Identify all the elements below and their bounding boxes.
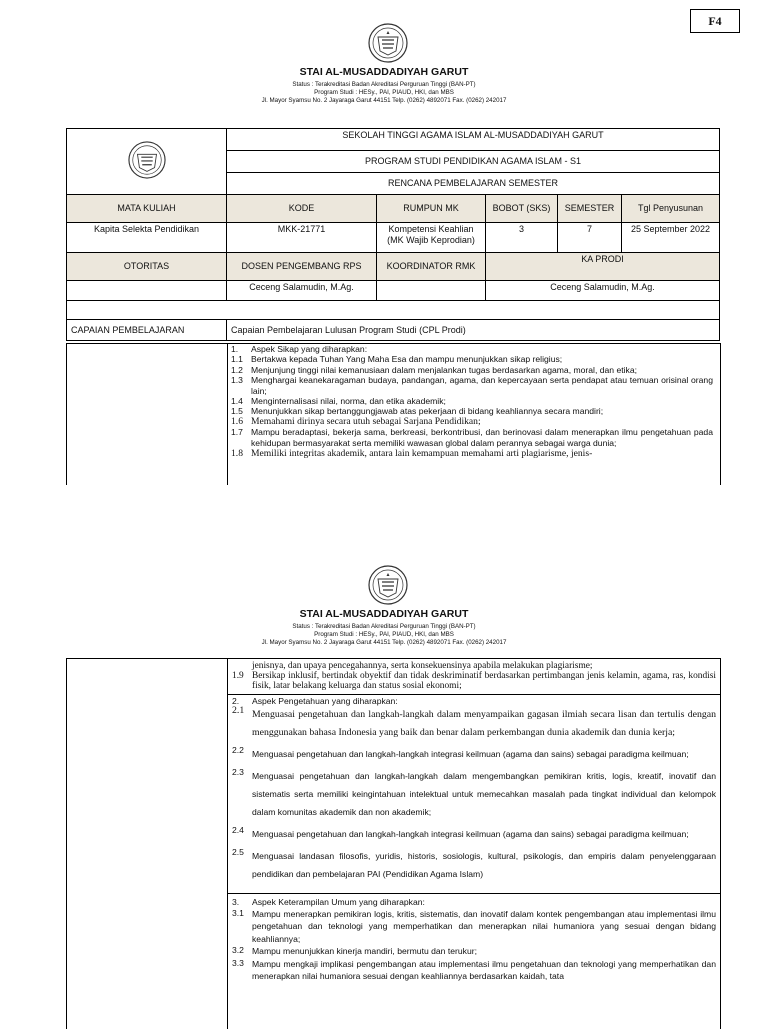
- keterampilan-heading-num: 3.: [232, 897, 240, 908]
- dosen-pengembang-label: DOSEN PENGEMBANG RPS: [227, 253, 377, 281]
- header-kode: KODE: [227, 195, 377, 223]
- list-item: Menguasai pengetahuan dan langkah-langkah integrasi keilmuan (agama dan sains) sebagai paradigma keilmuan;: [252, 829, 689, 840]
- cpl-label: Capaian Pembelajaran Lulusan Program Studi (CPL Prodi): [227, 320, 720, 341]
- course-code: MKK-21771: [227, 223, 377, 253]
- item-number: 3.3: [232, 957, 244, 968]
- institution-address: Jl. Mayor Syamsu No. 2 Jayaraga Garut 44151 Telp. (0262) 4892071 Fax. (0262) 242017: [261, 639, 507, 646]
- item-number: 1.4: [231, 396, 243, 407]
- header-semester: SEMESTER: [558, 195, 622, 223]
- item-number: 1.6: [231, 415, 243, 427]
- institution-address: Jl. Mayor Syamsu No. 2 Jayaraga Garut 44151 Telp. (0262) 4892071 Fax. (0262) 242017: [261, 97, 507, 104]
- pengetahuan-heading: Aspek Pengetahuan yang diharapkan:: [252, 696, 398, 706]
- item-number: 1.9: [232, 671, 244, 681]
- item-number: 2.2: [232, 745, 244, 756]
- list-item: Menginternalisasi nilai, norma, dan etika akademik;: [251, 396, 446, 407]
- list-item: Menguasai pengetahuan dan langkah-langkah dalam menyampaikan gagasan ilmiah secara lisan dan tertulis dengan menggunakan bahasa Indonesia yang baik dan benar dalam perkembangan dunia akademik dan dunia kerja;: [252, 709, 716, 739]
- list-item: Mampu menerapkan pemikiran logis, kritis, sistematis, dan inovatif dalam kontek pengembangan atau implementasi ilmu pengetahuan dan teknologi yang memperhatikan dan menerapkan nilai humaniora yang sesuai dengan bidang keahliannya;: [252, 908, 716, 944]
- item-number: 1.5: [231, 406, 243, 417]
- item-number: 1.8: [231, 448, 243, 460]
- item-number: 3.2: [232, 945, 244, 956]
- item-number: 2.3: [232, 767, 244, 778]
- seal-logo-icon: [368, 23, 408, 63]
- list-item: Mampu mengkaji implikasi pengembangan atau implementasi ilmu pengetahuan dan teknologi yang memperhatikan dan menerapkan nilai humaniora sesuai dengan keahliannya berdasarkan kaidah, tata: [252, 958, 716, 982]
- institution-name: STAI AL-MUSADDADIYAH GARUT: [299, 608, 469, 620]
- koordinator-label: KOORDINATOR RMK: [377, 253, 486, 281]
- institution-status: Status : Terakreditasi Badan Akreditasi Perguruan Tinggi (BAN-PT): [292, 81, 476, 88]
- table-logo-cell: [67, 129, 227, 195]
- item-number: 2.1: [232, 705, 245, 717]
- page1-header: [0, 66, 768, 105]
- dosen-name: Ceceng Salamudin, M.Ag.: [227, 281, 377, 301]
- item-number: 1.2: [231, 364, 243, 375]
- item-number: 1.1: [231, 354, 243, 365]
- seal-logo-icon: [368, 565, 408, 605]
- list-item: Menghargai keanekaragaman budaya, pandangan, agama, dan kepercayaan serta pendapat atau temuan orisinal orang lain;: [251, 375, 713, 396]
- institution-status: Status : Terakreditasi Badan Akreditasi Perguruan Tinggi (BAN-PT): [292, 623, 476, 630]
- list-item: Menjunjung tinggi nilai kemanusiaan dalam menjalankan tugas berdasarkan agama, moral, dan etika;: [251, 364, 637, 375]
- document-title: RENCANA PEMBELAJARAN SEMESTER: [227, 173, 720, 195]
- list-item: Menguasai pengetahuan dan langkah-langkah integrasi keilmuan (agama dan sains) sebagai paradigma keilmuan;: [252, 749, 689, 760]
- header-bobot: BOBOT (SKS): [486, 195, 558, 223]
- institution-programs: Program Studi : HESy., PAI, PIAUD, HKI, dan MBS: [314, 89, 454, 96]
- sikap-continued: jenisnya, dan upaya pencegahannya, serta konsekuensinya apabila melakukan plagiarisme;: [252, 661, 593, 671]
- list-item: Menguasai landasan filosofis, yuridis, historis, sosiologis, kultural, psikologis, dan empiris dalam penyelenggaraan pendidikan dan pembelajaran PAI (Pendidikan Agama Islam): [252, 851, 716, 880]
- header-mata-kuliah: MATA KULIAH: [67, 195, 227, 223]
- form-code-box: F4: [690, 9, 740, 33]
- capaian-label: CAPAIAN PEMBELAJARAN: [67, 320, 227, 341]
- institution-programs: Program Studi : HESy., PAI, PIAUD, HKI, dan MBS: [314, 631, 454, 638]
- list-item: Bertakwa kepada Tuhan Yang Maha Esa dan mampu menunjukkan sikap religius;: [251, 354, 563, 365]
- school-name: SEKOLAH TINGGI AGAMA ISLAM AL-MUSADDADIYAH GARUT: [227, 129, 720, 151]
- program-name: PROGRAM STUDI PENDIDIKAN AGAMA ISLAM - S1: [227, 151, 720, 173]
- koordinator-name: [377, 281, 486, 301]
- course-name: Kapita Selekta Pendidikan: [67, 223, 227, 253]
- sikap-heading-num: 1.: [231, 344, 239, 354]
- page2-content-cell: [227, 659, 721, 1029]
- list-item: Mampu menunjukkan kinerja mandiri, bermutu dan terukur;: [252, 946, 477, 957]
- keterampilan-heading: Aspek Keterampilan Umum yang diharapkan:: [252, 897, 425, 908]
- sikap-heading: Aspek Sikap yang diharapkan:: [251, 344, 368, 354]
- otoritas-label: OTORITAS: [67, 253, 227, 281]
- kaprodi-label: KA PRODI: [486, 253, 720, 281]
- page2-header: [0, 608, 768, 647]
- header-rumpun: RUMPUN MK: [377, 195, 486, 223]
- seal-logo-icon: [128, 141, 166, 179]
- item-number: 3.1: [232, 907, 244, 918]
- course-date: 25 September 2022: [622, 223, 720, 253]
- course-semester: 7: [558, 223, 622, 253]
- sikap-section-page1: [66, 343, 721, 485]
- list-item: Menunjukkan sikap bertanggungjawab atas pekerjaan di bidang keahliannya secara mandiri;: [251, 406, 604, 417]
- list-item: Menguasai pengetahuan dan langkah-langkah dalam mengembangkan pemikiran kritis, logis, kreatif, inovatif dan sistematis serta memiliki keingintahuan intelektual untuk memecahkan masalah pada tingkat individual dan kelompok dalam komunitas akademik dan non akademik;: [252, 771, 716, 818]
- list-item: Memiliki integritas akademik, antara lain kemampuan memahami arti plagiarisme, jenis-: [251, 449, 593, 460]
- list-item: Bersikap inklusif, bertindak obyektif dan tidak deskriminatif berdasarkan pertimbangan jenis kelamin, agama, ras, kondisi fisik, latar belakang keluarga dan status sosial ekonomi;: [252, 671, 716, 691]
- pengetahuan-heading-num: 2.: [232, 696, 240, 706]
- item-number: 2.4: [232, 825, 244, 836]
- list-item: Mampu beradaptasi, bekerja sama, berkreasi, berkontribusi, dan berinovasi dalam menerapkan ilmu pengetahuan pada kehidupan bermasyarakat serta memiliki wawasan global dalam perannya sebagai warga dunia;: [251, 427, 713, 448]
- course-rumpun: Kompetensi Keahlian (MK Wajib Keprodian): [377, 223, 486, 253]
- kaprodi-name: Ceceng Salamudin, M.Ag.: [486, 281, 720, 301]
- list-item: Memahami dirinya secara utuh sebagai Sarjana Pendidikan;: [251, 415, 481, 427]
- header-tgl: Tgl Penyusunan: [622, 195, 720, 223]
- spacer-row: [67, 301, 720, 320]
- institution-name: STAI AL-MUSADDADIYAH GARUT: [299, 66, 469, 78]
- rps-table: [66, 128, 720, 341]
- item-number: 1.3: [231, 375, 243, 386]
- course-sks: 3: [486, 223, 558, 253]
- otoritas-empty-cell: [67, 281, 227, 301]
- page2-table: [66, 658, 721, 1029]
- item-number: 2.5: [232, 847, 244, 858]
- item-number: 1.7: [231, 427, 243, 438]
